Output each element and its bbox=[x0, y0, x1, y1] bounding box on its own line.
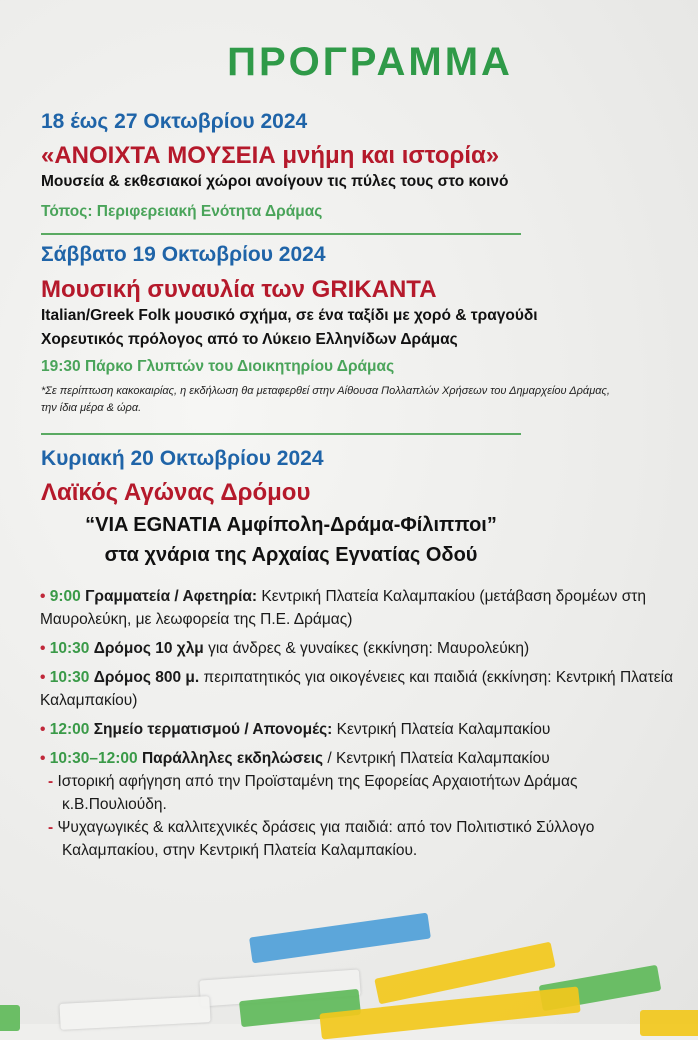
list-item bbox=[40, 666, 680, 712]
item-text: για άνδρες & γυναίκες (εκκίνηση: Μαυρολεύκη) bbox=[203, 640, 530, 657]
event3-quote-2: στα χνάρια της Αρχαίας Εγνατίας Οδού bbox=[104, 544, 478, 566]
dash-icon: - bbox=[48, 819, 58, 836]
bullet-icon: • bbox=[40, 750, 50, 767]
item-label: Γραμματεία / Αφετηρία: bbox=[85, 588, 258, 605]
item-text: / Κεντρική Πλατεία Καλαμπακίου bbox=[323, 750, 550, 767]
divider bbox=[41, 233, 521, 235]
sub-item-text: Ψυχαγωγικές & καλλιτεχνικές δράσεις για παιδιά: από τον Πολιτιστικό Σύλλογο Καλαμπακίου, στην Κεντρική Πλατεία Καλαμπακίου. bbox=[57, 819, 595, 859]
sub-item-text: Ιστορική αφήγηση από την Προϊσταμένη της Εφορείας Αρχαιοτήτων Δράμας κ.Β.Πουλιούδη. bbox=[57, 773, 578, 813]
item-text: περιπατητικός για οικογένειες και παιδιά (εκκίνηση: Κεντρική Πλατεία Καλαμπακίου) bbox=[40, 669, 674, 709]
sub-list-item bbox=[40, 816, 680, 862]
item-time: 12:00 bbox=[49, 721, 90, 738]
event3-quote-1: “VIA EGNATIA Αμφίπολη-Δράμα-Φίλιπποι” bbox=[85, 514, 497, 536]
event3-date: Κυριακή 20 Οκτωβρίου 2024 bbox=[41, 447, 324, 470]
item-label: Δρόμος 800 μ. bbox=[93, 669, 200, 686]
list-item bbox=[40, 637, 680, 660]
event1-location: Τόπος: Περιφερειακή Ενότητα Δράμας bbox=[41, 203, 323, 220]
event3-schedule bbox=[40, 585, 680, 862]
page-title: ΠΡΟΓΡΑΜΜΑ bbox=[227, 40, 513, 84]
item-time: 9:00 bbox=[49, 588, 81, 605]
event2-description-2: Χορευτικός πρόλογος από το Λύκειο Ελληνίδων Δράμας bbox=[41, 331, 458, 348]
event3-subtitle bbox=[41, 510, 541, 570]
event1-date: 18 έως 27 Οκτωβρίου 2024 bbox=[41, 110, 308, 133]
item-time: 10:30 bbox=[49, 669, 90, 686]
divider bbox=[41, 433, 521, 435]
item-label: Δρόμος 10 χλμ bbox=[93, 640, 204, 657]
event1-description: Μουσεία & εκθεσιακοί χώροι ανοίγουν τις πύλες τους στο κοινό bbox=[41, 173, 509, 190]
bullet-icon: • bbox=[40, 640, 50, 657]
event2-description-1: Italian/Greek Folk μουσικό σχήμα, σε ένα ταξίδι με χορό & τραγούδι bbox=[41, 307, 538, 324]
item-time: 10:30–12:00 bbox=[49, 750, 138, 767]
event2-location: 19:30 Πάρκο Γλυπτών του Διοικητηρίου Δράμας bbox=[41, 358, 395, 375]
event2-name: Μουσική συναυλία των GRIKANTA bbox=[41, 276, 437, 303]
list-item bbox=[40, 747, 680, 770]
bullet-icon: • bbox=[40, 588, 50, 605]
bullet-icon: • bbox=[40, 721, 50, 738]
item-text: Κεντρική Πλατεία Καλαμπακίου bbox=[332, 721, 551, 738]
event1-name: «ΑΝΟΙΧΤΑ ΜΟΥΣΕΙΑ μνήμη και ιστορία» bbox=[41, 142, 500, 169]
list-item bbox=[40, 585, 680, 631]
bullet-icon: • bbox=[40, 669, 50, 686]
item-label: Σημείο τερματισμού / Απονομές: bbox=[93, 721, 333, 738]
item-label: Παράλληλες εκδηλώσεις bbox=[141, 750, 324, 767]
event2-weather-note: *Σε περίπτωση κακοκαιρίας, η εκδήλωση θα μεταφερθεί στην Αίθουσα Πολλαπλών Χρήσεων του Δημαρχείου Δράμας, την ίδια μέρα & ώρα. bbox=[41, 385, 610, 414]
sub-list-item bbox=[40, 770, 680, 816]
item-text: Κεντρική Πλατεία Καλαμπακίου (μετάβαση δρομέων στη Μαυρολεύκη, με λεωφορεία της Π.Ε. Δράμας) bbox=[40, 588, 647, 628]
event2-date: Σάββατο 19 Οκτωβρίου 2024 bbox=[41, 243, 326, 266]
event3-name: Λαϊκός Αγώνας Δρόμου bbox=[41, 479, 311, 506]
dash-icon: - bbox=[48, 773, 58, 790]
list-item bbox=[40, 718, 680, 741]
item-time: 10:30 bbox=[49, 640, 90, 657]
